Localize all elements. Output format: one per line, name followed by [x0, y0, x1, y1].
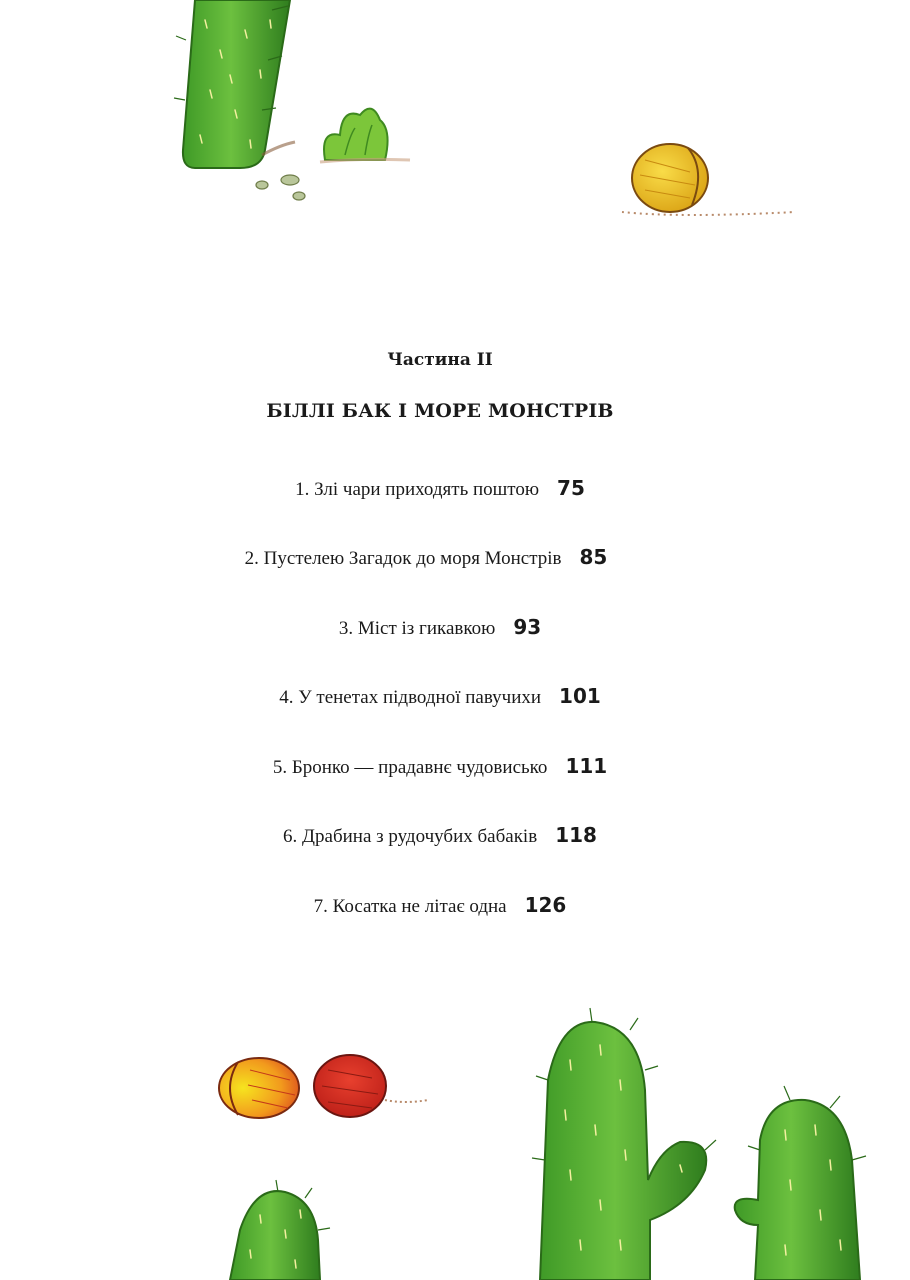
toc-entry[interactable] [0, 545, 866, 570]
toc-entry[interactable] [0, 684, 880, 709]
chapter-title: 4. У тенетах підводної павучихи [279, 687, 542, 708]
chapter-title: 6. Драбина з рудочубих бабаків [283, 826, 538, 847]
chapter-page-number: 126 [524, 893, 567, 917]
chapter-title: 3. Міст із гикавкою [338, 618, 496, 639]
chapter-title: 1. Злі чари приходять поштою [295, 479, 540, 500]
chapter-page-number: 85 [579, 545, 608, 569]
toc-entry[interactable] [0, 893, 880, 918]
chapter-title: 7. Косатка не літає одна [313, 896, 507, 917]
chapter-page-number: 111 [565, 754, 608, 778]
chapter-page-number: 93 [513, 615, 542, 639]
chapter-title: 5. Бронко — прадавнє чудовисько [272, 757, 548, 778]
toc-entry[interactable] [0, 615, 880, 640]
chapter-page-number: 118 [555, 823, 597, 847]
part-title: БІЛЛІ БАК І МОРЕ МОНСТРІВ [266, 400, 614, 422]
toc-entry[interactable] [0, 754, 880, 779]
chapter-page-number: 101 [559, 684, 601, 708]
toc-entry[interactable] [0, 476, 880, 501]
chapter-title: 2. Пустелею Загадок до моря Монстрів [244, 548, 562, 569]
part-label: Частина II [387, 350, 493, 370]
chapter-page-number: 75 [557, 476, 585, 500]
toc-entry[interactable] [0, 823, 880, 848]
